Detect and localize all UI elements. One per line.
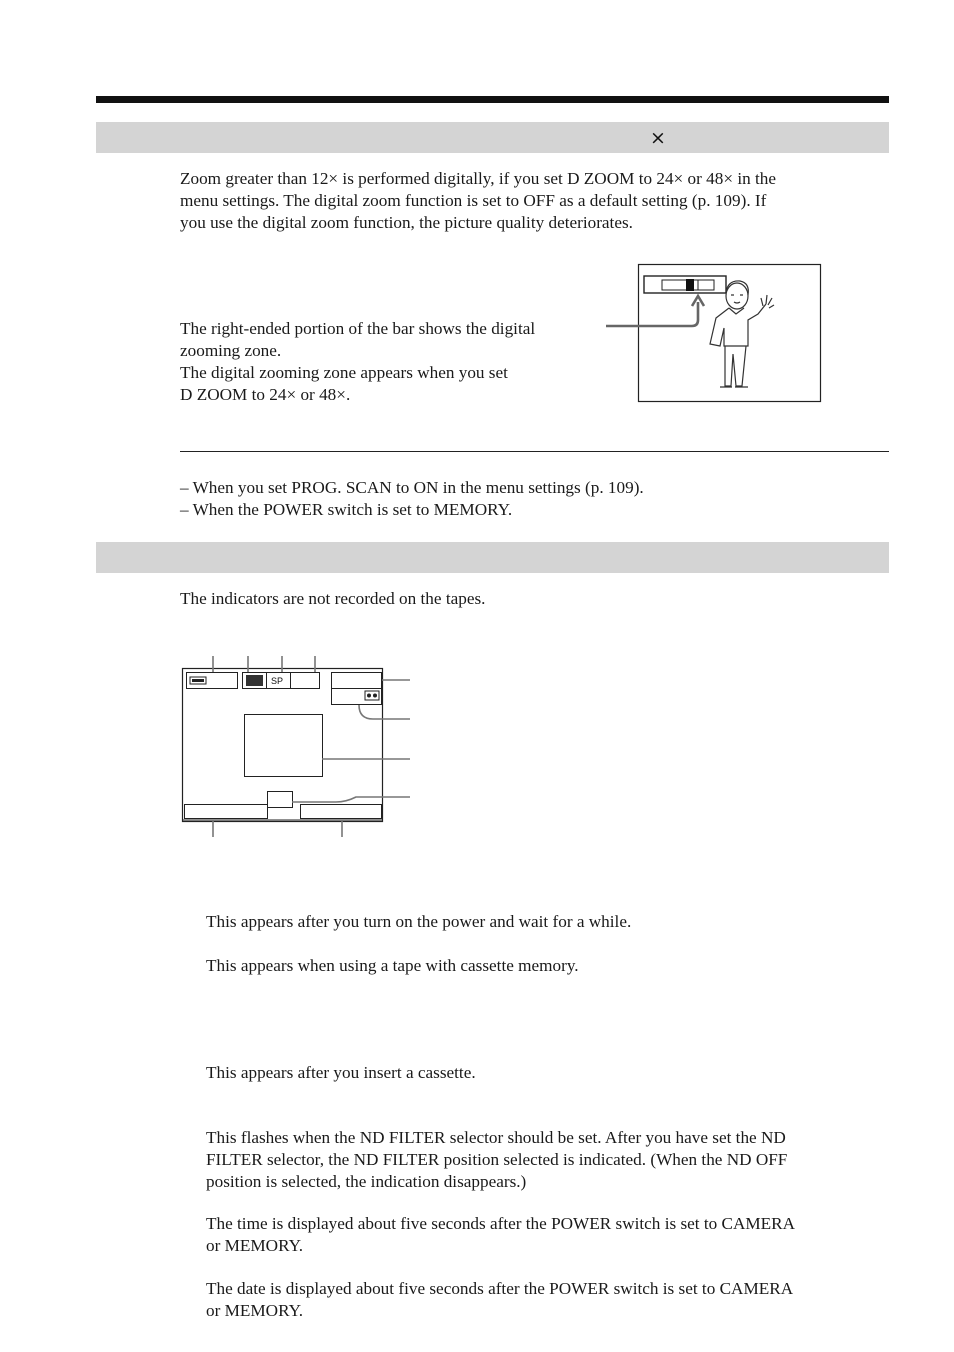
indicator-desc-time bbox=[206, 1213, 896, 1257]
recording-mode-badge: SP bbox=[271, 676, 284, 686]
cassette-memory-icon bbox=[246, 675, 263, 686]
intro-line: you use the digital zoom function, the picture quality deteriorates. bbox=[180, 213, 633, 232]
digital-zoom-intro bbox=[180, 168, 880, 234]
intro-line: Zoom greater than 12× is performed digitally, if you set D ZOOM to 24× or 48× in the bbox=[180, 169, 776, 188]
indicator-desc-date bbox=[206, 1278, 896, 1322]
indicators-intro: The indicators are not recorded on the tapes. bbox=[180, 589, 486, 608]
caption-line: D ZOOM to 24× or 48×. bbox=[180, 385, 351, 404]
section-header-symbol: × bbox=[650, 127, 666, 149]
remaining-tape-box bbox=[332, 673, 382, 689]
indicator-desc-cassette-memory: This appears when using a tape with cassette memory. bbox=[206, 956, 579, 975]
desc-line: FILTER selector, the ND FILTER position selected is indicated. (When the ND OFF bbox=[206, 1150, 788, 1169]
intro-line: menu settings. The digital zoom function is set to OFF as a default setting (p. 109). If bbox=[180, 191, 767, 210]
note-line: – When the POWER switch is set to MEMORY. bbox=[180, 500, 513, 519]
desc-line: position is selected, the indication disappears.) bbox=[206, 1172, 527, 1191]
nd-filter-box bbox=[291, 673, 320, 689]
section-header-digital-zoom bbox=[96, 122, 889, 153]
warning-indicator-box bbox=[245, 715, 323, 777]
screen-indicators-diagram bbox=[178, 652, 418, 842]
digital-zoom-notes bbox=[180, 477, 880, 521]
desc-line: The date is displayed about five seconds after the POWER switch is set to CAMERA bbox=[206, 1279, 794, 1298]
indicator-desc-power: This appears after you turn on the power and wait for a while. bbox=[206, 912, 632, 931]
caption-line: zooming zone. bbox=[180, 341, 282, 360]
caption-line: The digital zooming zone appears when you set bbox=[180, 363, 508, 382]
section-header-indicators bbox=[96, 542, 889, 573]
zoom-bar-indicator bbox=[686, 279, 694, 291]
desc-line: The time is displayed about five seconds after the POWER switch is set to CAMERA bbox=[206, 1214, 796, 1233]
desc-line: or MEMORY. bbox=[206, 1236, 304, 1255]
desc-line: This flashes when the ND FILTER selector should be set. After you have set the ND bbox=[206, 1128, 786, 1147]
notes-divider bbox=[180, 451, 889, 452]
time-box bbox=[185, 805, 268, 819]
note-line: – When you set PROG. SCAN to ON in the menu settings (p. 109). bbox=[180, 478, 644, 497]
top-rule bbox=[96, 96, 889, 103]
caption-line: The right-ended portion of the bar shows the digital bbox=[180, 319, 536, 338]
zoom-zone-caption bbox=[180, 318, 610, 406]
zoom-bar-illustration bbox=[600, 262, 825, 404]
date-box bbox=[301, 805, 382, 819]
indicator-desc-cassette: This appears after you insert a cassette. bbox=[206, 1063, 476, 1082]
indicator-desc-nd-filter bbox=[206, 1127, 896, 1193]
desc-line: or MEMORY. bbox=[206, 1301, 304, 1320]
tape-end-box bbox=[268, 792, 293, 808]
